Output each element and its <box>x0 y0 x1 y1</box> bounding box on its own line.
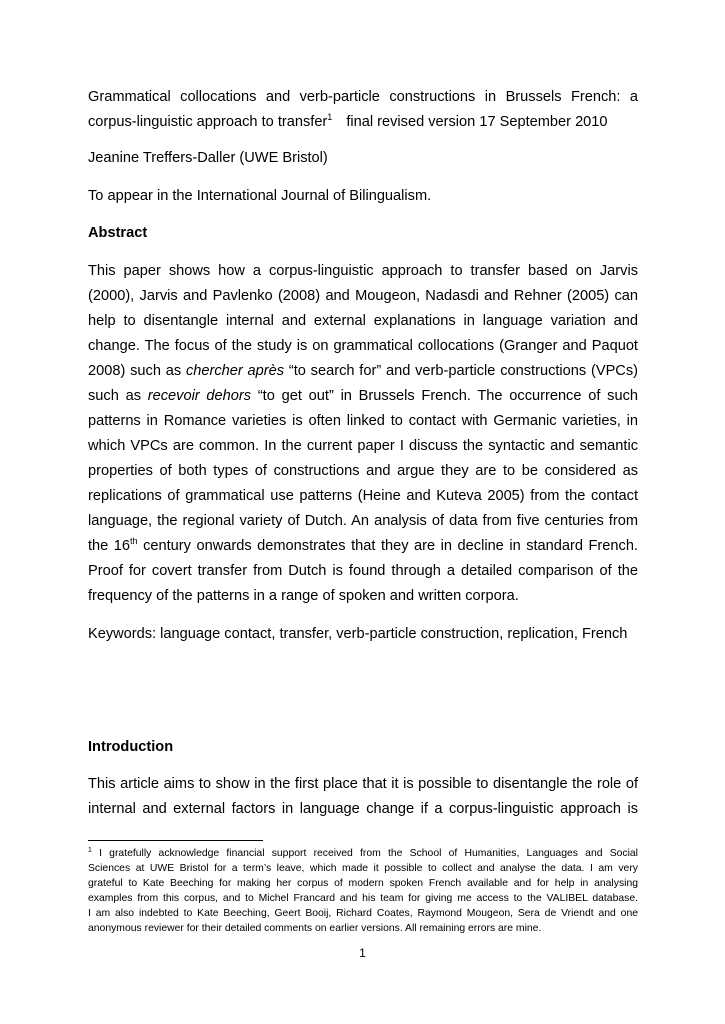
abstract-line: replications of grammatical use patterns (Heine and Kuteva 2005) from the contact <box>88 488 638 504</box>
paper-title <box>88 85 638 135</box>
italic-term: chercher après <box>185 363 285 379</box>
title-line-2-text: corpus-linguistic approach to transfer <box>88 114 328 130</box>
ordinal-superscript: th <box>130 536 138 546</box>
publication-note: To appear in the International Journal of Bilingualism. <box>88 188 432 204</box>
italic-term: recevoir dehors <box>147 388 252 404</box>
abstract-text: 2008) such as <box>88 363 186 379</box>
footnote-line: examples from this corpus, and to Michel Francard and his team for giving me access to the VALIBEL database. <box>88 893 638 904</box>
abstract-line <box>88 359 638 384</box>
abstract-line: This paper shows how a corpus-linguistic approach to transfer based on Jarvis <box>88 263 638 279</box>
abstract-line: frequency of the patterns in a range of spoken and written corpora. <box>88 588 519 604</box>
footnote-mark: 1 <box>88 847 92 854</box>
abstract-line: change. The focus of the study is on grammatical collocations (Granger and Paquot <box>88 338 638 354</box>
footnote <box>88 846 638 936</box>
footnote-line: Sciences at UWE Bristol for a term’s leave, which made it possible to collect and analyse the data. I am very <box>88 863 638 874</box>
introduction-line: This article aims to show in the first place that it is possible to disentangle the role of <box>88 776 638 792</box>
abstract-line: patterns in Romance varieties is often linked to contact with Germanic varieties, in <box>88 413 638 429</box>
abstract-text: such as <box>88 388 148 404</box>
keywords-line: Keywords: language contact, transfer, verb-particle construction, replication, French <box>88 626 628 642</box>
abstract-line: Proof for covert transfer from Dutch is found through a detailed comparison of the <box>88 563 638 579</box>
abstract-line <box>88 384 638 409</box>
abstract-text: “to get out” in Brussels French. The occurrence of such <box>251 388 638 404</box>
introduction-body <box>88 772 638 822</box>
abstract-text: “to search for” and verb-particle constructions (VPCs) <box>284 363 639 379</box>
abstract-line: (2000), Jarvis and Pavlenko (2008) and Mougeon, Nadasdi and Rehner (2005) can <box>88 288 638 304</box>
footnote-text: I gratefully acknowledge financial support received from the School of Humanities, Languages and Social <box>91 848 638 859</box>
abstract-text: the 16 <box>88 538 131 554</box>
author-line: Jeanine Treffers-Daller (UWE Bristol) <box>88 150 328 166</box>
introduction-heading-text: Introduction <box>88 739 174 755</box>
abstract-line <box>88 534 638 559</box>
abstract-line: help to disentangle internal and external explanations in language variation and <box>88 313 638 329</box>
revision-note: final revised version 17 September 2010 <box>346 114 608 130</box>
footnote-line: I am also indebted to Kate Beeching, Geert Booij, Richard Coates, Raymond Mougeon, Sera de Vriendt and one <box>88 908 638 919</box>
footnote-line: anonymous reviewer for their detailed comments on earlier versions. All remaining errors are mine. <box>88 923 542 934</box>
footnote-mark: 1 <box>327 112 333 122</box>
title-line-2 <box>88 110 638 135</box>
abstract-line: properties of both types of constructions and argue they are to be considered as <box>88 463 638 479</box>
abstract-line: language, the regional variety of Dutch. An analysis of data from five centuries from <box>88 513 638 529</box>
abstract-heading-text: Abstract <box>88 225 148 241</box>
footnote-line: grateful to Kate Beeching for making her corpus of modern spoken French available and for help in analysing <box>88 878 638 889</box>
abstract-heading <box>88 225 638 241</box>
introduction-heading <box>88 739 638 755</box>
footnote-line <box>88 846 638 861</box>
page-number: 1 <box>359 946 366 960</box>
introduction-line: internal and external factors in language change if a corpus-linguistic approach is <box>88 801 638 817</box>
title-line-1: Grammatical collocations and verb-particle constructions in Brussels French: a <box>88 89 638 105</box>
abstract-line: which VPCs are common. In the current paper I discuss the syntactic and semantic <box>88 438 638 454</box>
abstract-text: century onwards demonstrates that they are in decline in standard French. <box>137 538 638 554</box>
abstract-body <box>88 259 638 609</box>
footnote-separator <box>88 840 263 841</box>
